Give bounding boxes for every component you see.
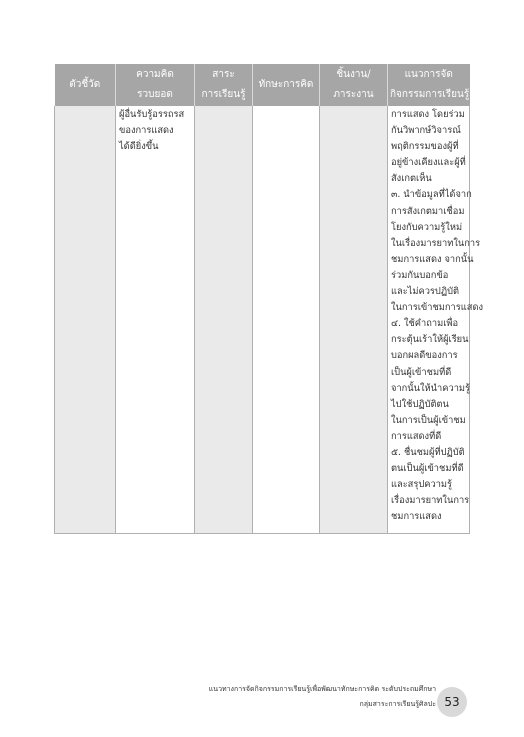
- table-row: [55, 106, 470, 534]
- cell-task: [320, 106, 388, 534]
- curriculum-table-container: [54, 64, 484, 534]
- activity-line: ในการเข้าชมการแสดง: [391, 302, 484, 314]
- activity-line: สังเกตเห็น: [391, 173, 432, 185]
- header-indicator: [55, 64, 116, 106]
- cell-thinking-skill: [253, 106, 320, 534]
- activity-line: พฤติกรรมของผู้ที่: [391, 141, 459, 153]
- activity-line: เป็นผู้เข้าชมที่ดี: [391, 366, 452, 378]
- cell-content: [195, 106, 253, 534]
- activity-line: อยู่ข้างเคียงและผู้ที่: [391, 157, 466, 169]
- table-header-row: [55, 64, 470, 106]
- activity-line: และสรุปความรู้: [391, 479, 453, 491]
- activity-line: ร่วมกันบอกข้อ: [391, 269, 449, 281]
- activity-line: การแสดง โดยร่วม: [391, 109, 465, 120]
- header-activity-line2: กิจกรรมการเรียนรู้: [390, 89, 470, 100]
- header-content-line2: การเรียนรู้: [201, 89, 246, 100]
- header-task-line1: ชิ้นงาน/: [336, 69, 371, 80]
- header-task: [320, 64, 388, 106]
- header-concept-line2: รวบยอด: [137, 89, 173, 100]
- concept-line: ได้ดียิ่งขึ้น: [119, 141, 159, 153]
- header-indicator-label: ตัวชี้วัด: [69, 79, 101, 90]
- activity-line: บอกผลดีของการ: [391, 350, 458, 362]
- cell-activity: [388, 106, 484, 534]
- activity-line: ๕. ชื่นชมผู้ที่ปฏิบัติ: [391, 446, 465, 458]
- activity-line: การสังเกตมาเชื่อม: [391, 205, 465, 217]
- activity-line: ชมการแสดง จากนั้น: [391, 253, 474, 265]
- activity-line: การแสดงที่ดี: [391, 430, 442, 442]
- concept-line: ของการแสดง: [119, 125, 174, 137]
- header-thinking-skill: [253, 64, 320, 106]
- activity-line: ชมการแสดง: [391, 511, 442, 523]
- activity-line: ตนเป็นผู้เข้าชมที่ดี: [391, 463, 464, 475]
- activity-line: จากนั้นให้นำความรู้: [391, 382, 471, 394]
- activity-line: ๓. นำข้อมูลที่ได้จาก: [391, 189, 472, 201]
- activity-line: กันวิพากษ์วิจารณ์: [391, 125, 461, 137]
- header-concept: [116, 64, 195, 106]
- curriculum-table: [54, 64, 484, 534]
- header-activity-line1: แนวการจัด: [404, 69, 453, 80]
- activity-line: ๔. ใช้คำถามเพื่อ: [391, 318, 459, 330]
- activity-line: โยงกับความรู้ใหม่: [391, 221, 463, 233]
- activity-line: ไปใช้ปฏิบัติตน: [391, 398, 449, 410]
- header-content: [195, 64, 253, 106]
- activity-line: เรื่องมารยาทในการ: [391, 495, 470, 507]
- activity-line: และไม่ควรปฏิบัติ: [391, 286, 460, 298]
- header-task-line2: ภาระงาน: [333, 89, 374, 100]
- activity-line: กระตุ้นเร้าให้ผู้เรียน: [391, 334, 469, 346]
- cell-indicator: [55, 106, 116, 534]
- cell-concept: [116, 106, 195, 534]
- page-number: 53: [437, 687, 467, 717]
- header-thinking-skill-label: ทักษะการคิด: [258, 79, 314, 90]
- header-content-line1: สาระ: [212, 69, 235, 80]
- activity-line: ในเรื่องมารยาทในการ: [391, 237, 481, 249]
- footer-book-title: แนวทางการจัดกิจกรรมการเรียนรู้เพื่อพัฒนาทักษะการคิด ระดับประถมศึกษา: [208, 685, 436, 693]
- footer-subject: กลุ่มสาระการเรียนรู้ศิลปะ: [359, 700, 436, 708]
- activity-line: ในการเป็นผู้เข้าชม: [391, 414, 466, 426]
- header-activity: [388, 64, 470, 106]
- header-concept-line1: ความคิด: [136, 69, 174, 80]
- concept-line: ผู้อื่นรับรู้อรรถรส: [119, 109, 185, 120]
